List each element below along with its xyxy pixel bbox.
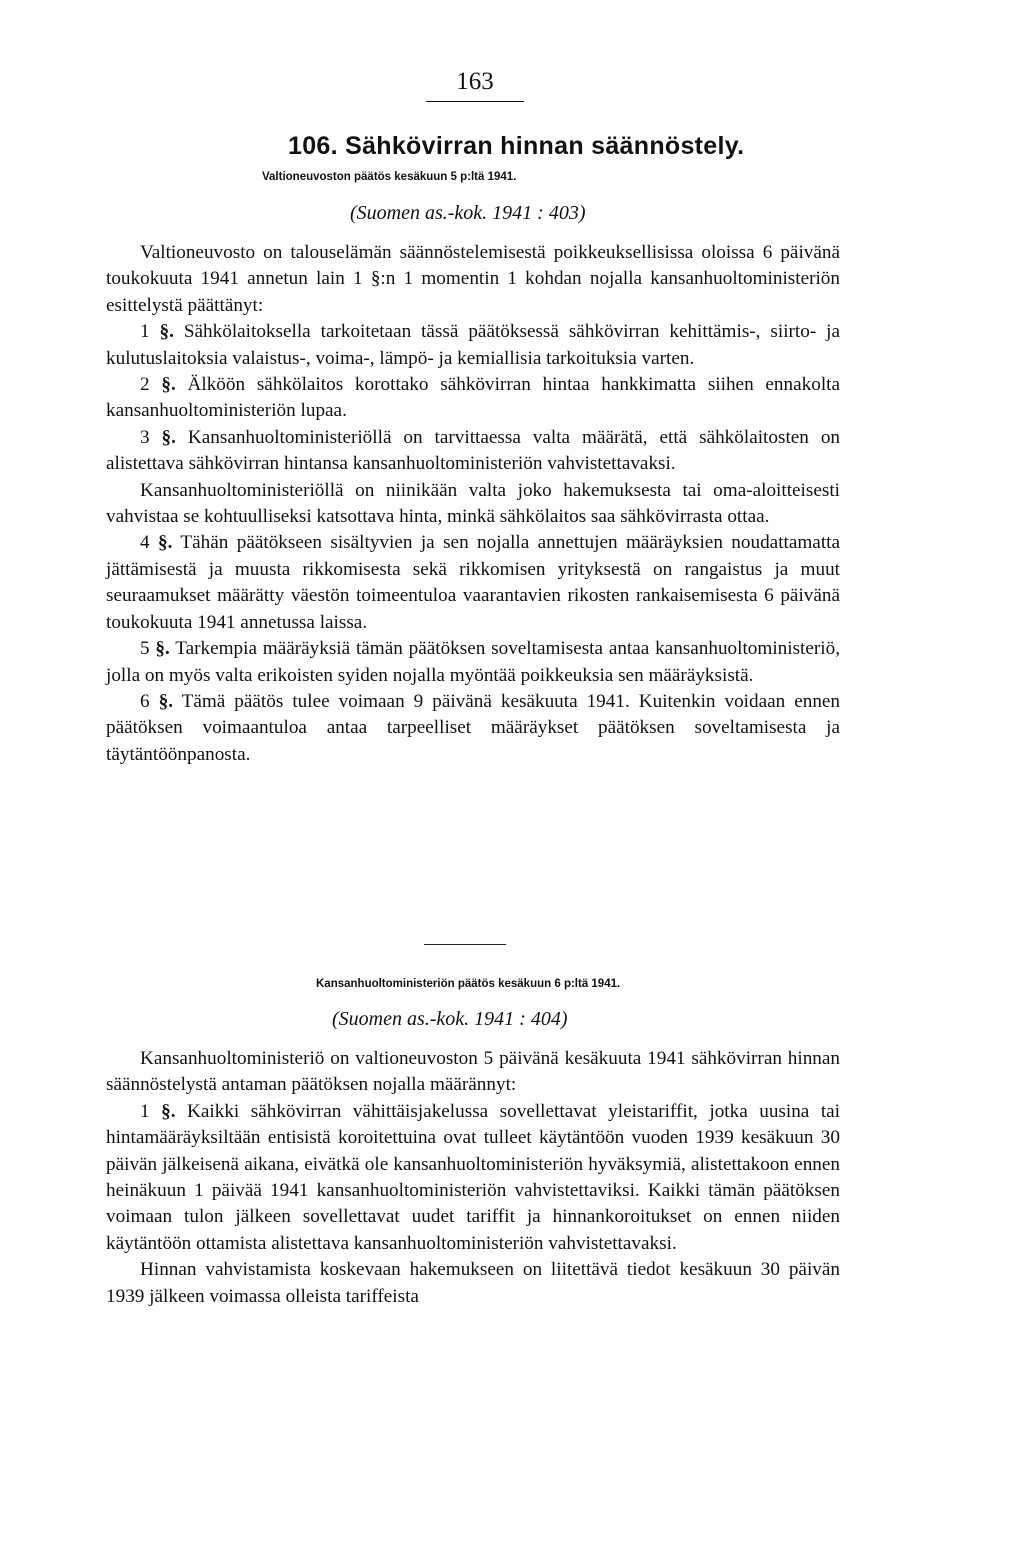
paragraph-text: Tähän päätökseen sisältyvien ja sen nojalla annettujen määräyksien noudattamatta jättämisestä ja muusta rikkomisesta sekä rikkomisen yrityksestä on rangaistus ja muut seuraamukset määrätty väestön toimeentuloa vaarantavien rikosten rankaisemisesta 6 päivänä toukokuuta 1941 annetussa laissa. xyxy=(106,532,840,633)
section-divider xyxy=(424,944,506,945)
paragraph-number: 1 xyxy=(140,321,150,343)
paragraph-number: 1 xyxy=(140,1100,150,1122)
paragraph xyxy=(106,372,840,425)
statute-citation: (Suomen as.-kok. 1941 : 403) xyxy=(350,202,586,224)
paragraph-text: Sähkölaitoksella tarkoitetaan tässä päätöksessä sähkövirran kehittämis-, siirto- ja kulutuslaitoksia valaistus-, voima-, lämpö- ja kemiallisia tarkoituksia varten. xyxy=(106,321,841,369)
section-sign: §. xyxy=(155,638,170,660)
paragraph-text: Älköön sähkölaitos korottako sähkövirran hintaa hankkimatta siihen ennakolta kansanhuoltoministeriön lupaa. xyxy=(106,374,841,422)
section-sign: §. xyxy=(161,426,176,448)
paragraph xyxy=(106,1099,840,1257)
decision2-source-line: Kansanhuoltoministeriön päätös kesäkuun 6 p:ltä 1941. xyxy=(316,978,621,990)
paragraph xyxy=(106,1257,840,1310)
decision2-citation: (Suomen as.-kok. 1941 : 404) xyxy=(332,1008,568,1030)
decision2-intro: Kansanhuoltoministeriö on valtioneuvoston 5 päivänä kesäkuuta 1941 sähkövirran hinnan säännöstelystä antaman päätöksen nojalla määrännyt: xyxy=(106,1048,840,1096)
section-sign: §. xyxy=(159,321,174,343)
paragraph-number: 3 xyxy=(140,426,150,448)
paragraph-list xyxy=(106,319,840,768)
paragraph xyxy=(106,636,840,689)
paragraph xyxy=(106,319,840,372)
decision2-body xyxy=(106,1046,840,1310)
paragraph-text: Hinnan vahvistamista koskevaan hakemukseen on liitettävä tiedot kesäkuun 30 päivän 1939 jälkeen voimassa olleista tariffeista xyxy=(106,1259,840,1307)
paragraph xyxy=(106,478,840,531)
paragraph-number: 4 xyxy=(140,532,150,554)
section-heading: 106. Sähkövirran hinnan säännöstely. xyxy=(288,132,745,160)
paragraph-number: 5 xyxy=(140,638,150,660)
paragraph-text: Tämä päätös tulee voimaan 9 päivänä kesäkuuta 1941. Kuitenkin voidaan ennen päätöksen voimaantuloa antaa tarpeelliset määräykset päätöksen soveltamisesta ja täytäntöönpanosta. xyxy=(106,690,841,765)
paragraph-text: Kansanhuoltoministeriöllä on tarvittaessa valta määrätä, että sähkölaitosten on alistettava sähkövirran hintansa kansanhuoltoministeriön vahvistettavaksi. xyxy=(106,426,841,475)
paragraph-number: 2 xyxy=(140,374,150,396)
paragraph xyxy=(106,425,840,478)
intro-paragraph: Valtioneuvosto on talouselämän säännöstelemisestä poikkeuksellisissa oloissa 6 päivänä toukokuuta 1941 annetun lain 1 §:n 1 momentin 1 kohdan nojalla kansanhuoltoministeriön esittelystä päättänyt: xyxy=(106,242,840,316)
paragraph-text: Tarkempia määräyksiä tämän päätöksen soveltamisesta antaa kansanhuoltoministeriö, jolla on myös valta erikoisten syiden nojalla myöntää poikkeuksia sen määräyksistä. xyxy=(106,638,841,686)
section-sign: §. xyxy=(157,532,173,554)
section-sign: §. xyxy=(161,374,176,396)
section-sign: §. xyxy=(158,690,173,712)
paragraph-text: Kaikki sähkövirran vähittäisjakelussa sovellettavat yleistariffit, jotka uusina tai hintamääräyksiltään entisistä koroitettuina ovat tulleet käytäntöön vuoden 1939 kesäkuun 30 päivän jälkeisenä aikana, eivätkä ole kansanhuoltoministeriön hyväksymiä, alistettakoon ennen heinäkuun 1 päivää 1941 kansanhuoltoministeriön vahvistettaviksi. Kaikki tämän päätöksen voimaan tulon jälkeen sovellettavat uudet tariffit ja hinnankoroitukset on ennen niiden käytäntöön ottamista alistettava kansanhuoltoministeriön vahvistettavaksi. xyxy=(106,1100,841,1254)
paragraph xyxy=(106,530,840,636)
paragraph-text: Kansanhuoltoministeriöllä on niinikään valta joko hakemuksesta tai oma-aloitteisesti vahvistaa se kohtuulliseksi katsottava hinta, minkä sähkölaitos saa sähkövirrasta ottaa. xyxy=(106,479,840,528)
decision-body xyxy=(106,240,840,768)
paragraph xyxy=(106,689,840,768)
section-sign: §. xyxy=(161,1100,176,1122)
decision2-paragraph-list xyxy=(106,1099,840,1310)
decision-source-line: Valtioneuvoston päätös kesäkuun 5 p:ltä 1941. xyxy=(262,171,517,183)
page-number: 163 xyxy=(456,68,494,95)
paragraph-number: 6 xyxy=(140,690,150,712)
page-number-rule xyxy=(426,101,524,102)
